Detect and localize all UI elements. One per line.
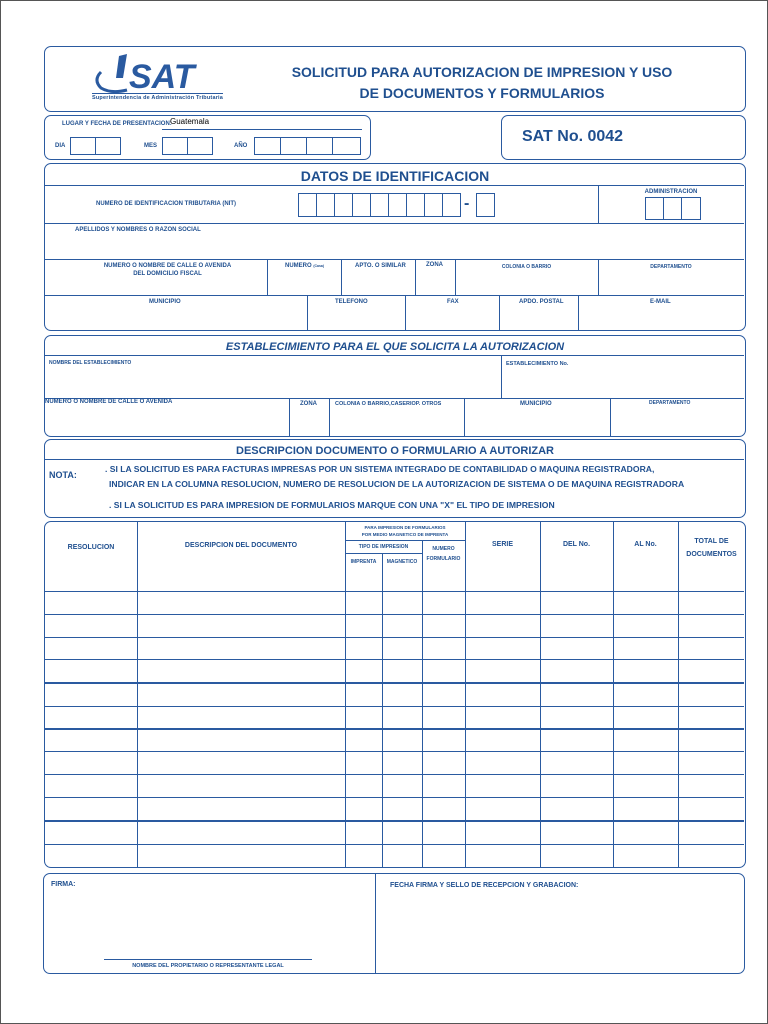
fax-label: FAX <box>447 299 459 305</box>
month-box-1[interactable] <box>162 137 188 155</box>
place-date-label: LUGAR Y FECHA DE PRESENTACION: <box>62 121 172 127</box>
admin-box-3[interactable] <box>681 197 701 220</box>
day-box-1[interactable] <box>70 137 96 155</box>
apto-label: APTO. O SIMILAR <box>355 263 406 269</box>
magnetico-header: MAGNETICO <box>386 559 418 565</box>
form-number-box <box>501 115 746 160</box>
email-label: E-MAIL <box>650 299 671 305</box>
logo-text: SAT <box>129 58 195 96</box>
form-number: SAT No. 0042 <box>522 128 624 145</box>
form-title-line2: DE DOCUMENTOS Y FORMULARIOS <box>359 85 605 101</box>
note1-line2: INDICAR EN LA COLUMNA RESOLUCION, NUMERO DE RESOLUCION DE LA AUTORIZACION DE SISTEMA O DE MAQUINA REGISTRADORA <box>109 479 685 489</box>
zona-label: ZONA <box>426 262 443 268</box>
document-table <box>44 521 746 868</box>
establishment-colonia-label: COLONIA O BARRIO,CASERIOP. OTROS <box>335 401 442 407</box>
imprenta-header: IMPRENTA <box>350 559 377 565</box>
owner-label: NOMBRE DEL PROPIETARIO O REPRESENTANTE LEGAL <box>132 963 284 969</box>
establishment-zona-label: ZONA <box>300 401 317 407</box>
description-box <box>44 439 746 518</box>
identification-box <box>44 163 746 331</box>
reception-label: FECHA FIRMA Y SELLO DE RECEPCION Y GRABACION: <box>390 882 579 889</box>
day-label: DIA <box>55 143 66 149</box>
street-label: NUMERO O NOMBRE DE CALLE O AVENIDA DEL DOMICILIO FISCAL <box>103 263 232 277</box>
departamento-label: DEPARTAMENTO <box>650 264 692 270</box>
year-box-3[interactable] <box>306 137 333 155</box>
nit-digit-box[interactable] <box>442 193 461 217</box>
year-label: AÑO <box>234 143 248 149</box>
establishment-municipio-label: MUNICIPIO <box>520 401 552 407</box>
col-descripcion-header: DESCRIPCION DEL DOCUMENTO <box>184 542 298 549</box>
col-resolucion-header: RESOLUCION <box>67 544 115 551</box>
month-label: MES <box>144 143 158 149</box>
month-box-2[interactable] <box>187 137 213 155</box>
numero-formulario-header: NUMERO FORMULARIO <box>426 546 461 562</box>
telefono-label: TELEFONO <box>335 299 368 305</box>
signature-box <box>43 873 745 974</box>
establishment-box <box>44 335 746 437</box>
admin-box-2[interactable] <box>663 197 682 220</box>
nit-dash: - <box>464 195 470 212</box>
year-box-4[interactable] <box>332 137 361 155</box>
nit-label: NUMERO DE IDENTIFICACION TRIBUTARIA (NIT) <box>96 201 236 207</box>
note1-line1: . SI LA SOLICITUD ES PARA FACTURAS IMPRESAS POR UN SISTEMA INTEGRADO DE CONTABILIDAD O MAQUINA REGISTRADORA, <box>105 464 655 474</box>
header-box <box>44 46 746 112</box>
nit-digit-box[interactable] <box>370 193 389 217</box>
year-box-1[interactable] <box>254 137 281 155</box>
apdo-label: APDO. POSTAL <box>519 299 564 305</box>
establishment-name-label: NOMBRE DEL ESTABLECIMIENTO <box>49 360 132 366</box>
place-value[interactable]: Guatemala <box>170 117 210 126</box>
admin-box-1[interactable] <box>645 197 664 220</box>
admin-label: ADMINISTRACION <box>644 189 698 195</box>
nit-digit-box[interactable] <box>334 193 353 217</box>
nit-digit-box[interactable] <box>316 193 335 217</box>
nit-check-digit-box[interactable] <box>476 193 495 217</box>
establishment-title: ESTABLECIMIENTO PARA EL QUE SOLICITA LA AUTORIZACION <box>225 341 565 353</box>
nit-digit-box[interactable] <box>406 193 425 217</box>
nit-digit-box[interactable] <box>424 193 443 217</box>
tipo-impresion-header: TIPO DE IMPRESION <box>358 544 409 550</box>
col-serie-header: SERIE <box>491 541 513 548</box>
presentation-box <box>44 115 371 160</box>
firma-label: FIRMA: <box>51 881 76 888</box>
description-title: DESCRIPCION DOCUMENTO O FORMULARIO A AUTORIZAR <box>236 445 554 457</box>
col-total-header: TOTAL DE DOCUMENTOS <box>686 538 737 558</box>
identification-title: DATOS DE IDENTIFICACION <box>300 168 490 184</box>
nit-digit-box[interactable] <box>298 193 317 217</box>
form-title-line1: SOLICITUD PARA AUTORIZACION DE IMPRESION Y USO <box>291 64 673 80</box>
day-box-2[interactable] <box>95 137 121 155</box>
nit-digit-box[interactable] <box>388 193 407 217</box>
logo-subtitle: Superintendencia de Administración Tributaria <box>92 95 224 101</box>
establishment-departamento-label: DEPARTAMENTO <box>649 400 691 406</box>
number-label: NUMERO (Casa) <box>285 263 325 269</box>
establishment-street-label: NUMERO O NOMBRE DE CALLE O AVENIDA <box>45 399 173 405</box>
note2: . SI LA SOLICITUD ES PARA IMPRESION DE FORMULARIOS MARQUE CON UNA "X" EL TIPO DE IMPRESION <box>109 500 555 510</box>
name-label: APELLIDOS Y NOMBRES O RAZON SOCIAL <box>75 227 201 233</box>
col-al-header: AL No. <box>634 541 657 548</box>
nit-digit-box[interactable] <box>352 193 371 217</box>
municipio-label: MUNICIPIO <box>149 299 181 305</box>
nota-label: NOTA: <box>49 470 77 480</box>
year-box-2[interactable] <box>280 137 307 155</box>
establishment-number-label: ESTABLECIMIENTO No. <box>506 361 569 367</box>
col-del-header: DEL No. <box>562 541 591 548</box>
colonia-label: COLONIA O BARRIO <box>501 264 552 270</box>
group-header: PARA IMPRESION DE FORMULARIOS POR MEDIO MAGNETICO DE IMPRENTA <box>361 525 449 537</box>
